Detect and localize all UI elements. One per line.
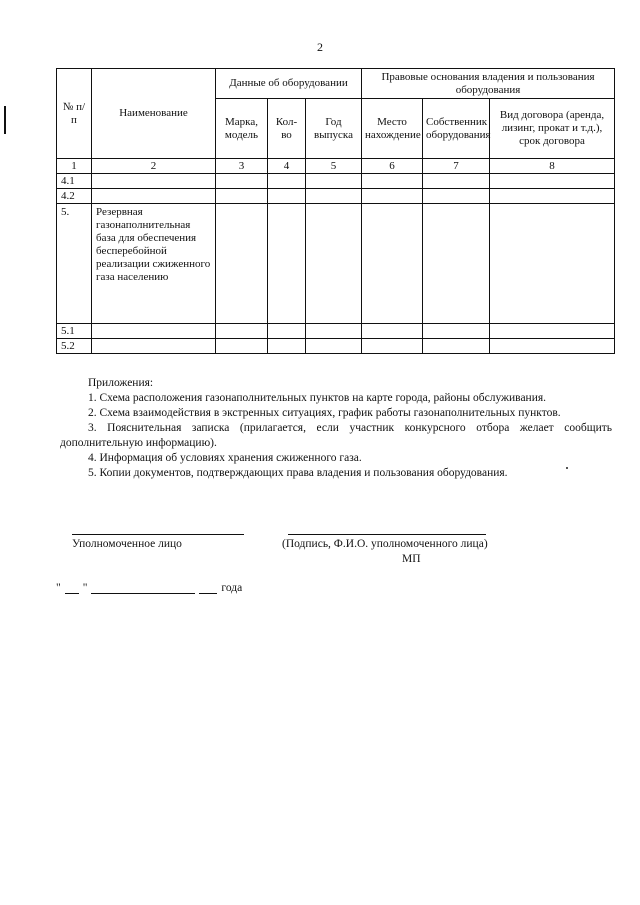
signature-label: (Подпись, Ф.И.О. уполномоченного лица) (282, 538, 488, 550)
row-name (92, 324, 216, 339)
column-number: 8 (490, 159, 615, 174)
row-number: 5. (57, 204, 92, 324)
attachment-item: 3. Пояснительная записка (прилагается, если участник конкурсного отбора желает сообщить дополнительную информацию). (60, 422, 612, 449)
column-number: 6 (362, 159, 423, 174)
year-blank (199, 582, 217, 594)
table-row (57, 324, 615, 339)
signature-line (288, 534, 486, 535)
row-number: 5.2 (57, 339, 92, 354)
column-number: 1 (57, 159, 92, 174)
header-equipment-group: Данные об оборудовании (216, 69, 362, 99)
attachment-item: 2. Схема взаимодействия в экстренных ситуациях, график работы газонаполнительных пунктов. (88, 407, 561, 419)
row-name: Резервная газонаполнительная база для обеспечения бесперебойной реализации сжиженного газа населению (92, 204, 216, 324)
scan-speck (566, 467, 568, 469)
header-row-1 (57, 69, 615, 99)
table-row (57, 339, 615, 354)
equipment-table (56, 68, 615, 354)
header-location: Место нахождение (362, 99, 423, 159)
attachments-title: Приложения: (88, 377, 154, 389)
column-number: 3 (216, 159, 268, 174)
header-contract: Вид договора (аренда, лизинг, прокат и т.д.), срок договора (490, 99, 615, 159)
row-number: 4.2 (57, 189, 92, 204)
authorized-person-line (72, 534, 244, 535)
attachments-section (60, 376, 612, 481)
date-open-quote: " (56, 582, 61, 594)
stamp-label: МП (402, 553, 421, 565)
row-number: 4.1 (57, 174, 92, 189)
header-name: Наименование (92, 69, 216, 159)
month-blank (91, 582, 195, 594)
attachment-item: 1. Схема расположения газонаполнительных пунктов на карте города, районы обслуживания. (88, 392, 547, 404)
table-row (57, 189, 615, 204)
column-number: 2 (92, 159, 216, 174)
header-year: Год выпуска (306, 99, 362, 159)
date-year-suffix: года (221, 582, 243, 594)
header-no: № п/п (57, 69, 92, 159)
header-legal-group: Правовые основания владения и пользования оборудования (362, 69, 615, 99)
margin-mark (4, 106, 6, 134)
header-brand: Марка, модель (216, 99, 268, 159)
attachment-item: 4. Информация об условиях хранения сжиженного газа. (88, 452, 362, 464)
attachment-item: 5. Копии документов, подтверждающих права владения и пользования оборудования. (88, 467, 508, 479)
row-name (92, 339, 216, 354)
row-name (92, 174, 216, 189)
header-owner: Собственник оборудования (423, 99, 490, 159)
table-row (57, 204, 615, 324)
column-number: 7 (423, 159, 490, 174)
page-number: 2 (317, 40, 323, 54)
column-number-row (57, 159, 615, 174)
date-close-quote: " (82, 582, 88, 594)
table-row (57, 174, 615, 189)
header-qty: Кол-во (268, 99, 306, 159)
day-blank (65, 582, 79, 594)
date-row (56, 582, 242, 594)
authorized-person-label: Уполномоченное лицо (72, 538, 182, 550)
column-number: 4 (268, 159, 306, 174)
row-number: 5.1 (57, 324, 92, 339)
column-number: 5 (306, 159, 362, 174)
row-name (92, 189, 216, 204)
